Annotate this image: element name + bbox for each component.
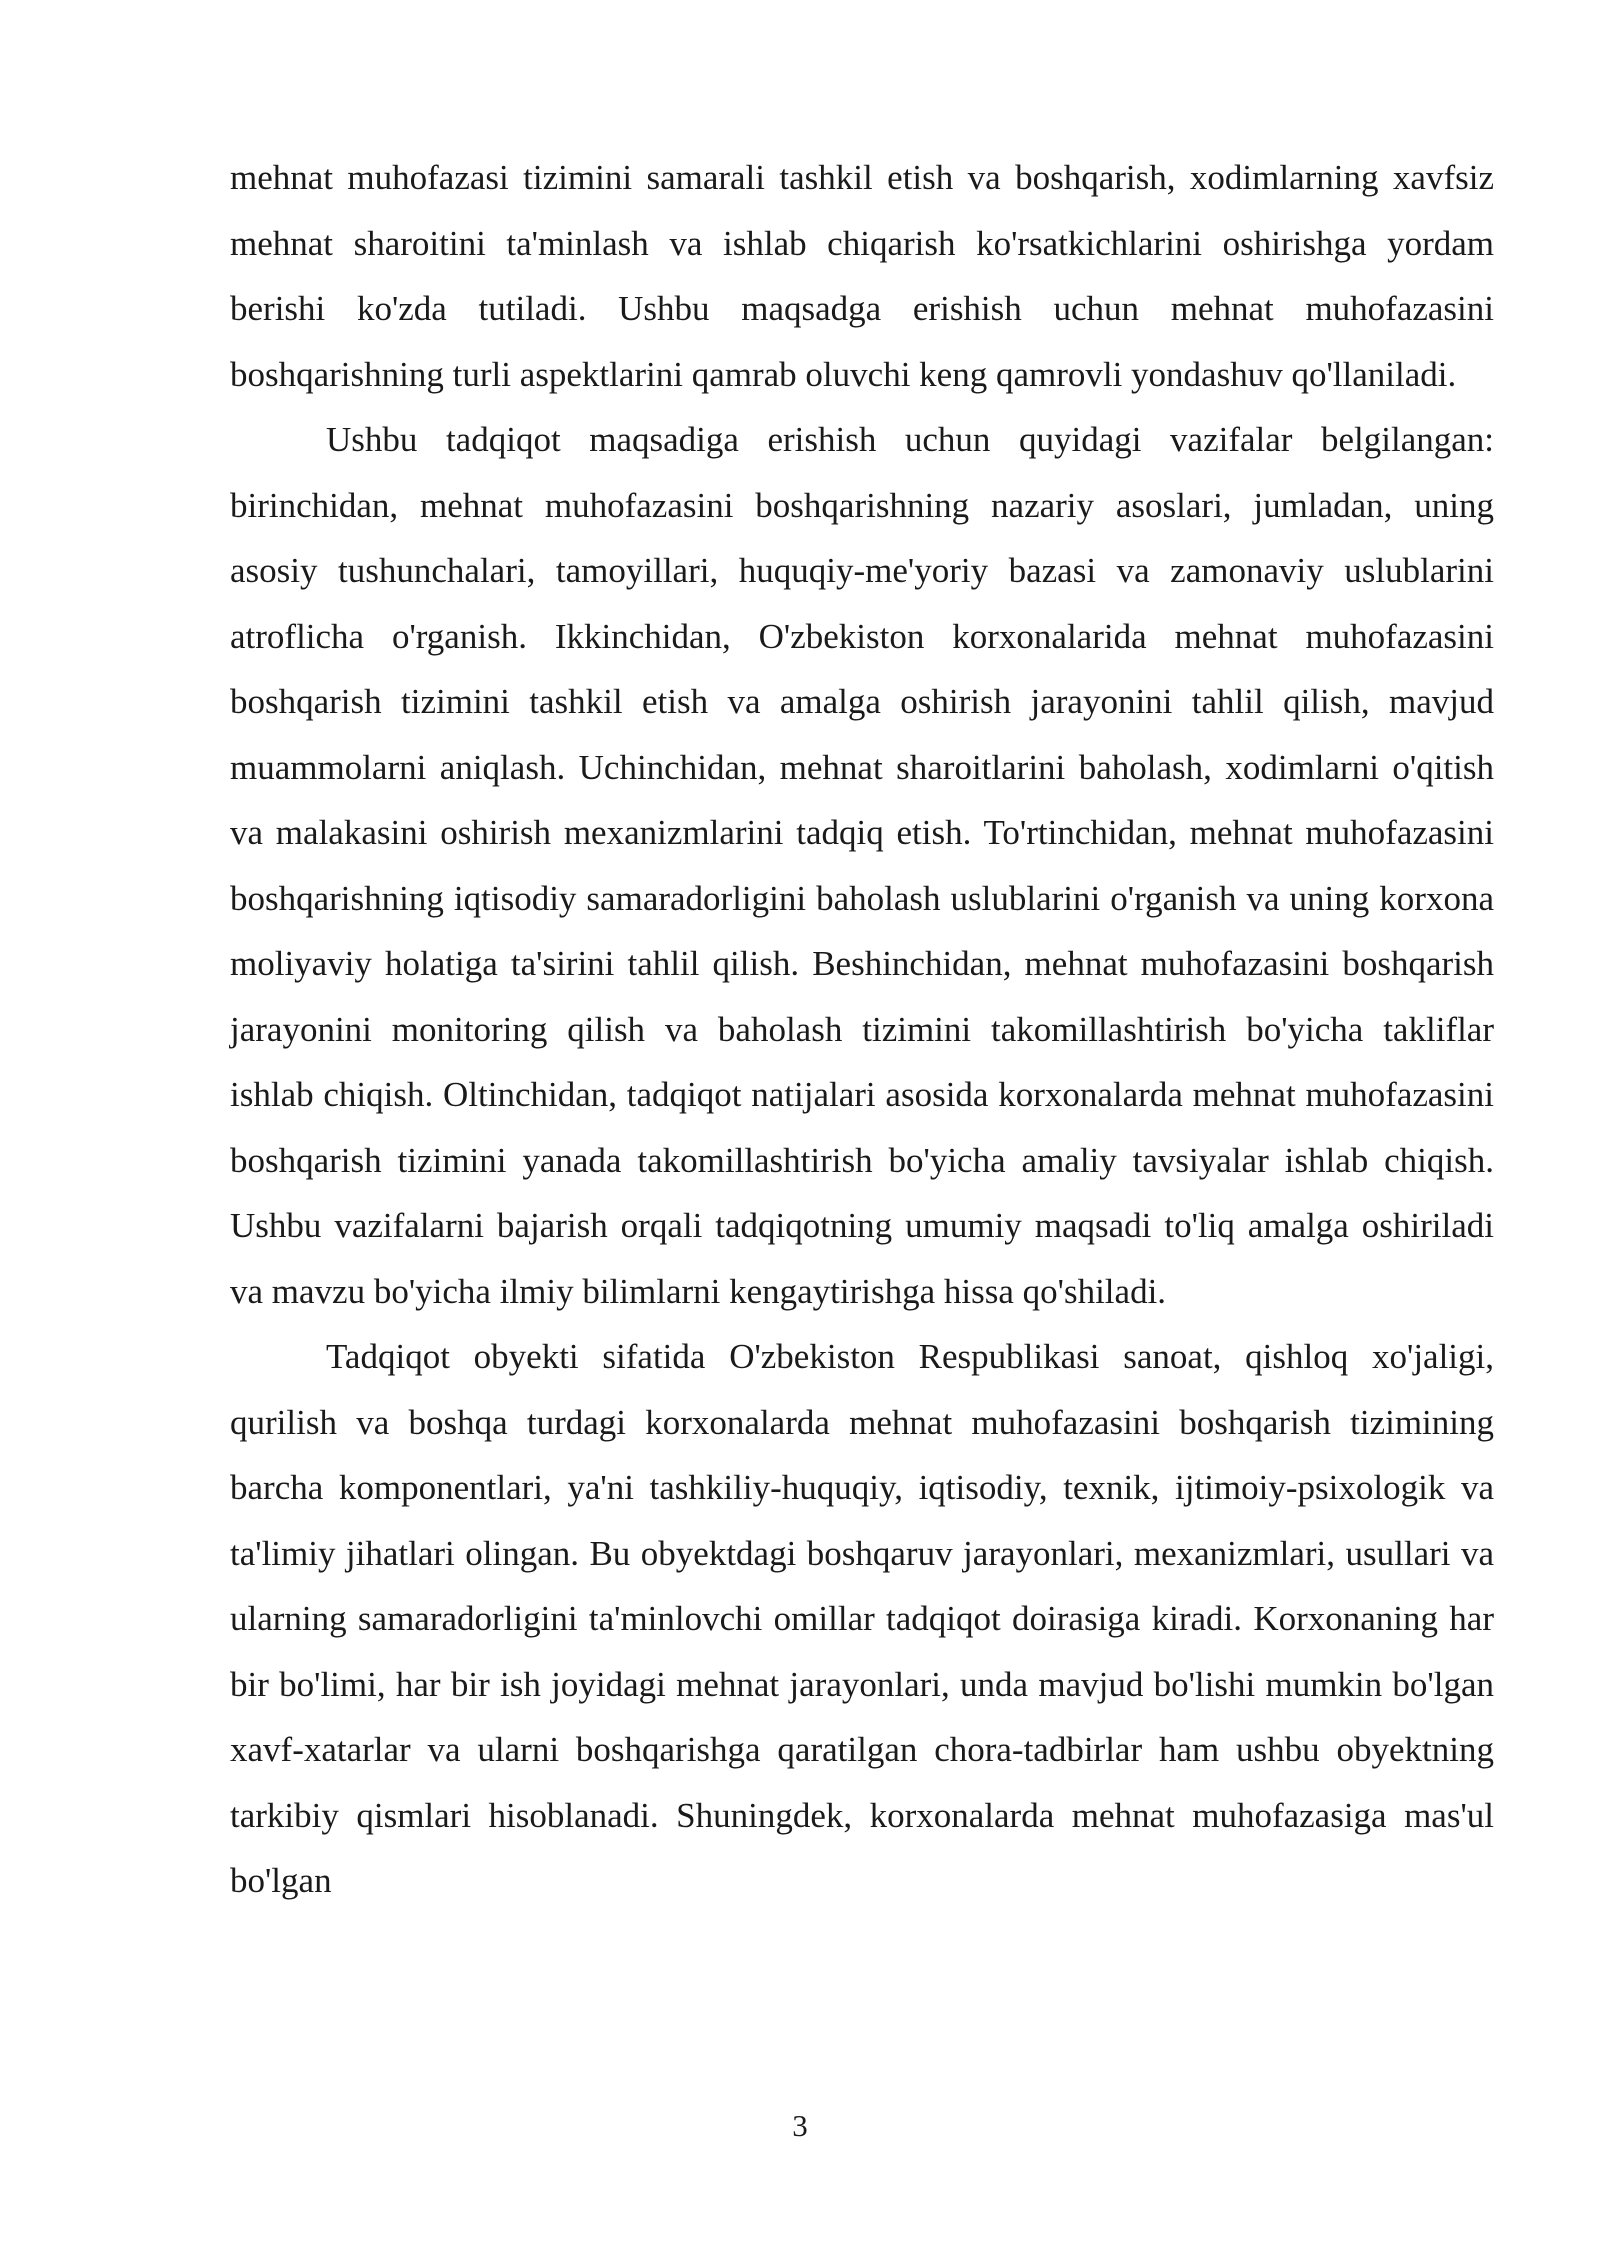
paragraph-tasks: Ushbu tadqiqot maqsadiga erishish uchun quyidagi vazifalar belgilangan: birinchidan, mehnat muhofazasini boshqarishning nazariy asoslari, jumladan, uning asosiy tushunchalari, tamoyillari, huquqiy-me'yoriy bazasi va zamonaviy uslublarini atroflicha o'rganish. Ikkinchidan, O'zbekiston korxonalarida mehnat muhofazasini boshqarish tizimini tashkil etish va amalga oshirish jarayonini tahlil qilish, mavjud muammolarni aniqlash. Uchinchidan, mehnat sharoitlarini baholash, xodimlarni o'qitish va malakasini oshirish mexanizmlarini tadqiq etish. To'rtinchidan, mehnat muhofazasini boshqarishning iqtisodiy samaradorligini baholash uslublarini o'rganish va uning korxona moliyaviy holatiga ta'sirini tahlil qilish. Beshinchidan, mehnat muhofazasini boshqarish jarayonini monitoring qilish va baholash tizimini takomillashtirish bo'yicha takliflar ishlab chiqish. Oltinchidan, tadqiqot natijalari asosida korxonalarda mehnat muhofazasini boshqarish tizimini yanada takomillashtirish bo'yicha amaliy tavsiyalar ishlab chiqish. Ushbu vazifalarni bajarish orqali tadqiqotning umumiy maqsadi to'liq amalga oshiriladi va mavzu bo'yicha ilmiy bilimlarni kengaytirishga hissa qo'shiladi. — [230, 420, 1494, 1311]
page-number: 3 — [792, 2108, 808, 2143]
document-body — [230, 145, 1494, 1914]
paragraph-research-object: Tadqiqot obyekti sifatida O'zbekiston Respublikasi sanoat, qishloq xo'jaligi, qurilish va boshqa turdagi korxonalarda mehnat muhofazasini boshqarish tizimining barcha komponentlari, ya'ni tashkiliy-huquqiy, iqtisodiy, texnik, ijtimoiy-psixologik va ta'limiy jihatlari olingan. Bu obyektdagi boshqaruv jarayonlari, mexanizmlari, usullari va ularning samaradorligini ta'minlovchi omillar tadqiqot doirasiga kiradi. Korxonaning har bir bo'limi, har bir ish joyidagi mehnat jarayonlari, unda mavjud bo'lishi mumkin bo'lgan xavf-xatarlar va ularni boshqarishga qaratilgan chora-tadbirlar ham ushbu obyektning tarkibiy qismlari hisoblanadi. Shuningdek, korxonalarda mehnat muhofazasiga mas'ul bo'lgan — [230, 1337, 1494, 1900]
paragraph-continuation: mehnat muhofazasi tizimini samarali tashkil etish va boshqarish, xodimlarning xavfsiz mehnat sharoitini ta'minlash va ishlab chiqarish ko'rsatkichlarini oshirishga yordam berishi ko'zda tutiladi. Ushbu maqsadga erishish uchun mehnat muhofazasini boshqarishning turli aspektlarini qamrab oluvchi keng qamrovli yondashuv qo'llaniladi. — [230, 158, 1494, 394]
